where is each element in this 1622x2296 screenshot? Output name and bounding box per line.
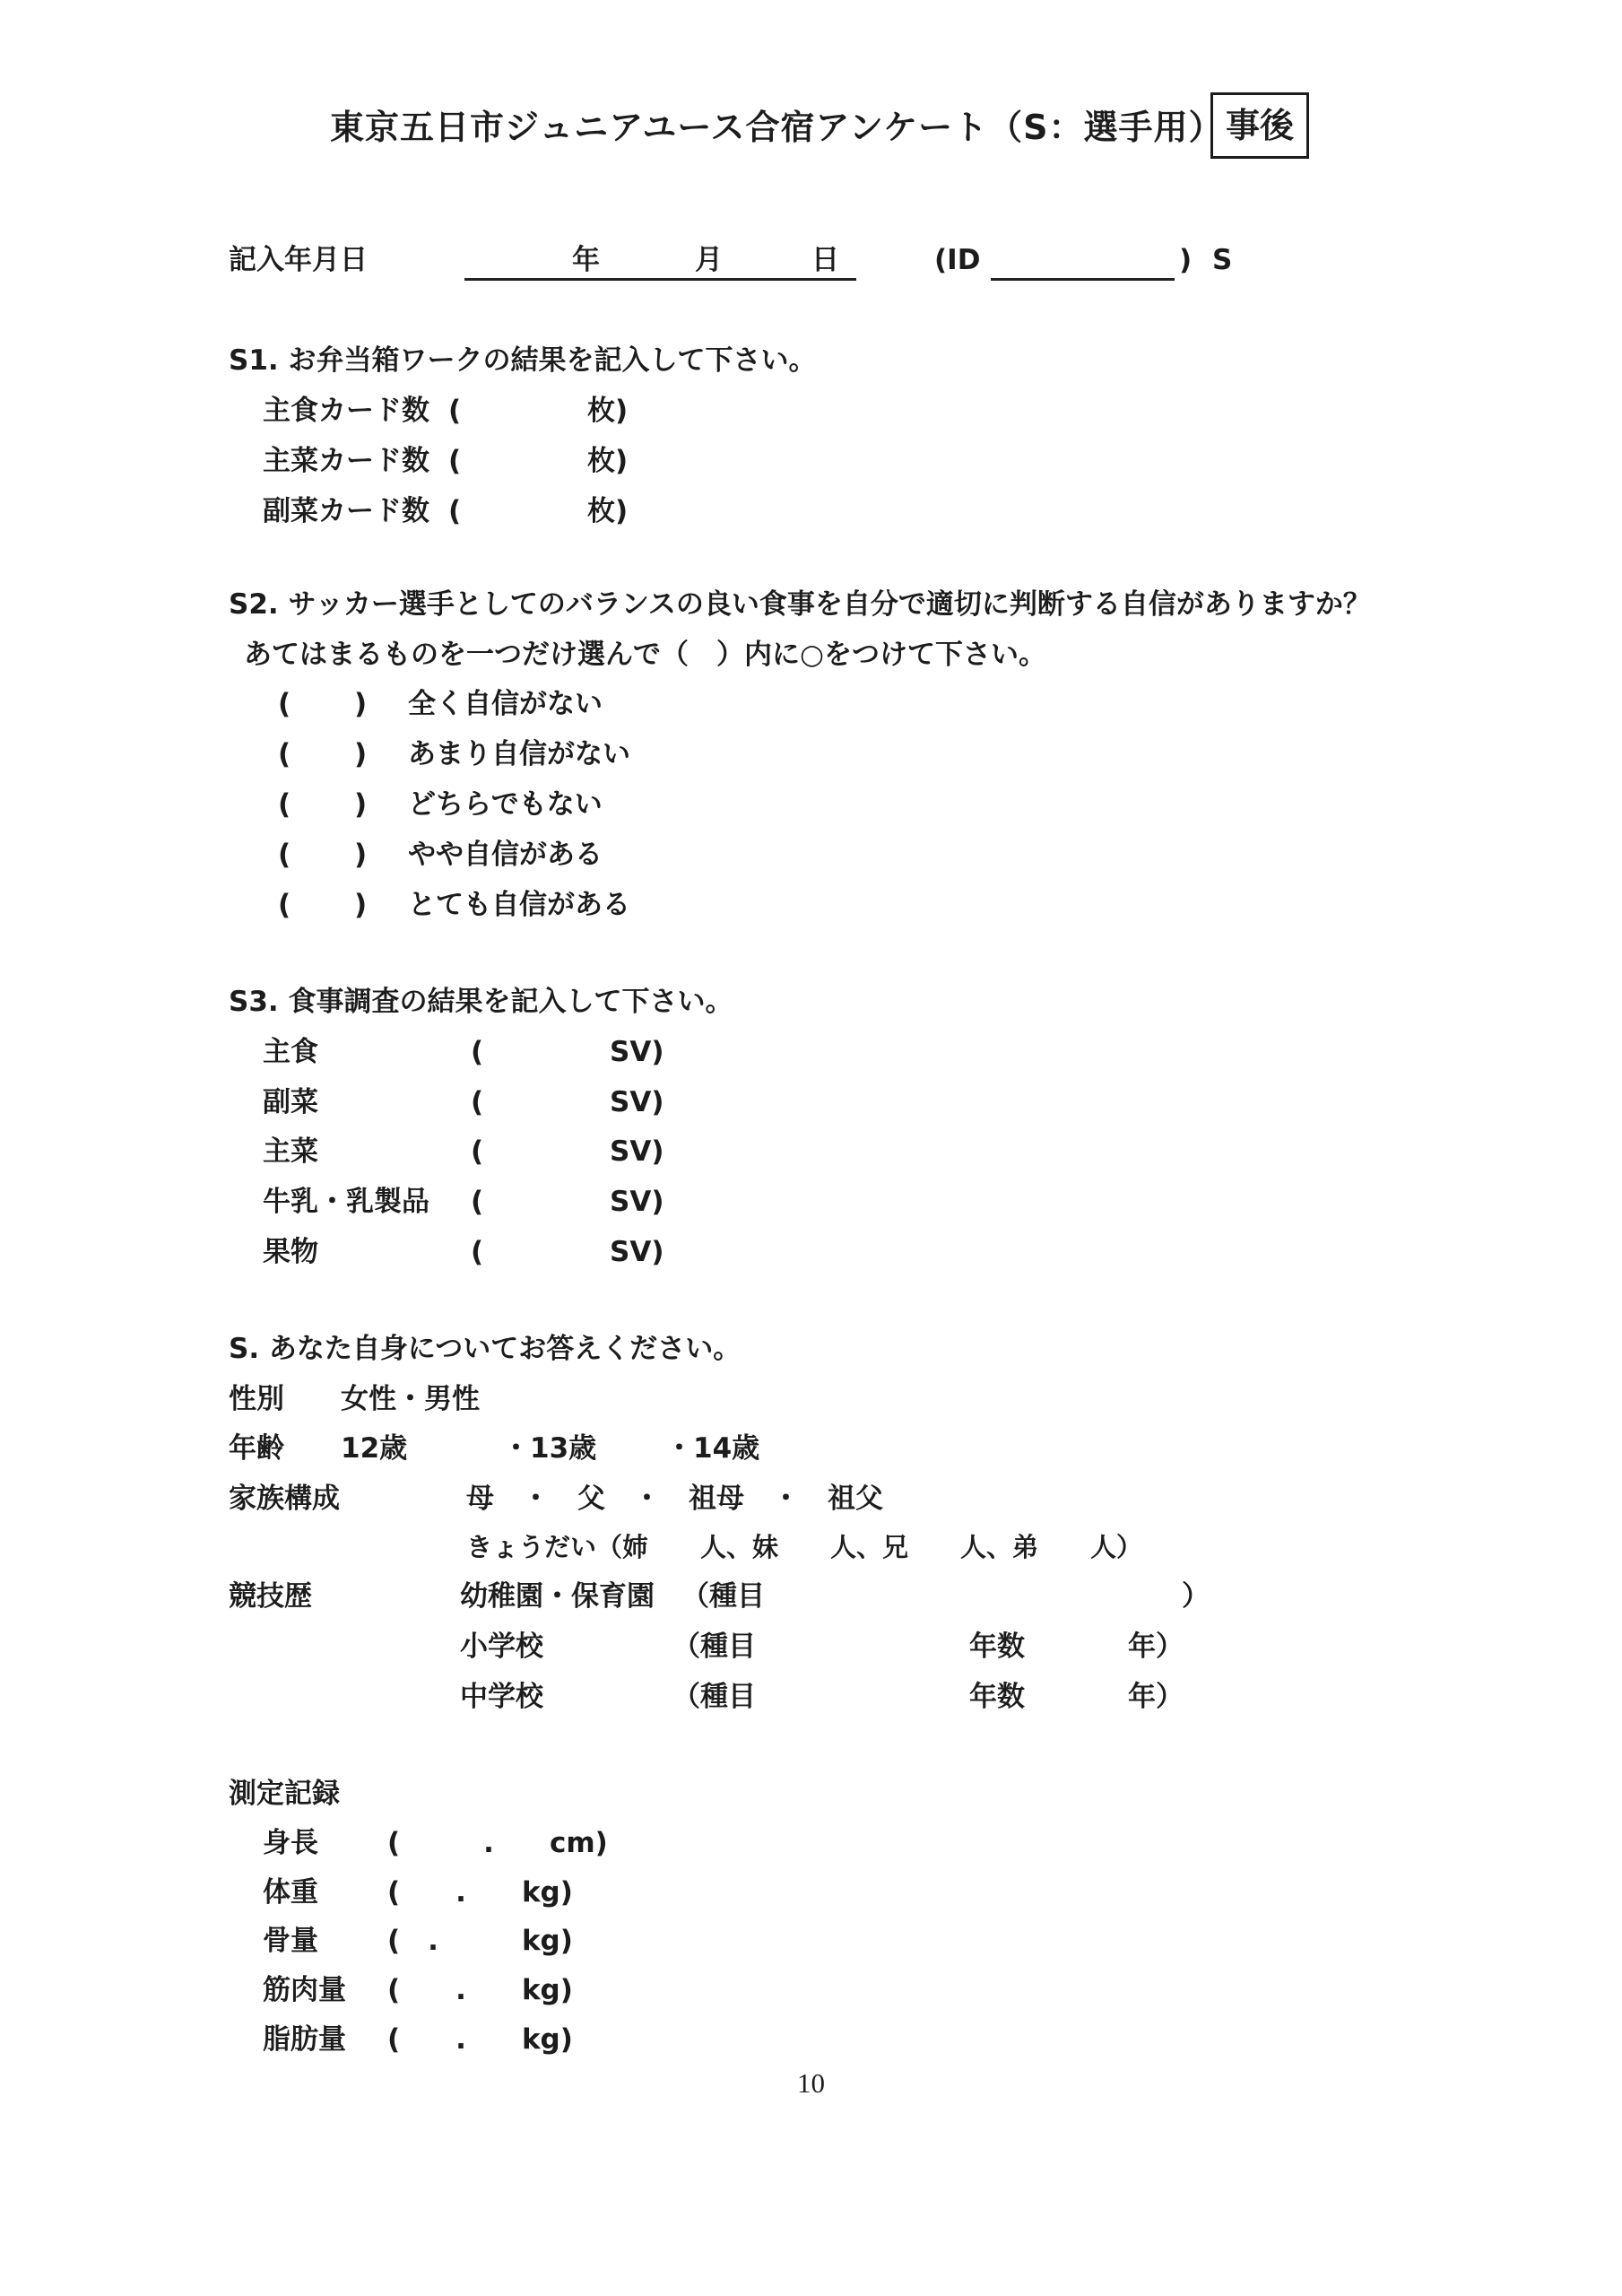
measurement-row — [0, 1970, 1622, 2010]
measure-label: 体重 — [263, 1876, 318, 1909]
measure-blank: ( . kg) — [387, 1974, 573, 2006]
field-label: 主食カード数 — [263, 395, 429, 427]
option-label: あまり自信がない — [408, 738, 630, 770]
s1-row — [0, 491, 1622, 531]
unit-label: SV) — [610, 1135, 664, 1168]
date-id-row — [0, 240, 1622, 280]
s3-row — [0, 1232, 1622, 1272]
paren-close: ） — [1182, 1580, 1210, 1613]
family-label: 家族構成 — [229, 1483, 340, 1515]
unit-label: 枚) — [587, 495, 629, 527]
paren-open: ( — [278, 889, 291, 921]
option-row — [0, 835, 1622, 874]
measure-blank: ( . cm) — [387, 1827, 608, 1859]
s2-instruction-row — [0, 635, 1622, 674]
school-label: 中学校 — [460, 1681, 543, 1713]
field-label: 副菜カード数 — [263, 495, 429, 527]
unit-label: SV) — [610, 1036, 664, 1068]
measure-label: 骨量 — [263, 1925, 318, 1957]
age-label: 年齢 — [229, 1432, 284, 1465]
s2-heading-row — [0, 585, 1622, 624]
event-field-label: （種目 — [681, 1580, 765, 1613]
school-label: 小学校 — [460, 1631, 543, 1663]
field-label: 主食 — [263, 1036, 318, 1068]
paren-close: ) — [354, 788, 368, 821]
year-label: 年 — [572, 244, 600, 276]
paren-close: 年） — [1128, 1631, 1184, 1663]
paren-open: ( — [278, 738, 291, 770]
page-title: 東京五日市ジュニアユース合宿アンケート（S：選手用） — [330, 108, 1224, 147]
s3-row — [0, 1182, 1622, 1222]
event-field-label: （種目 — [672, 1631, 756, 1663]
measurement-row — [0, 1921, 1622, 1961]
s1-heading: S1. お弁当箱ワークの結果を記入して下さい。 — [229, 344, 817, 377]
paren-close: 年） — [1128, 1681, 1184, 1713]
respondent-code: S — [1212, 244, 1233, 276]
measure-label: 筋肉量 — [263, 1974, 346, 2006]
about-heading-row — [0, 1329, 1622, 1369]
paren-open: ( — [448, 495, 462, 527]
field-label: 牛乳・乳製品 — [263, 1186, 429, 1218]
paren-open: ( — [448, 395, 462, 427]
field-label: 果物 — [263, 1236, 318, 1268]
unit-label: SV) — [610, 1086, 664, 1118]
measurement-row — [0, 2020, 1622, 2059]
s1-row — [0, 391, 1622, 430]
paren-open: ( — [278, 839, 291, 871]
measurement-row — [0, 1823, 1622, 1863]
years-label: 年数 — [969, 1681, 1025, 1713]
career-label: 競技歴 — [229, 1580, 312, 1613]
siblings-label: きょうだい（姉 人、妹 人、兄 人、弟 人） — [466, 1532, 1143, 1562]
about-heading: S. あなた自身についてお答えください。 — [229, 1333, 742, 1365]
option-label: やや自信がある — [408, 839, 603, 871]
s1-heading-row — [0, 341, 1622, 380]
age-option: 12歳 — [341, 1432, 408, 1465]
paren-open: ( — [471, 1186, 484, 1218]
s2-instruction: あてはまるものを一つだけ選んで（ ）内に○をつけて下さい。 — [244, 639, 1047, 671]
family-members: 母 ・ 父 ・ 祖母 ・ 祖父 — [466, 1483, 883, 1515]
paren-open: ( — [278, 788, 291, 821]
option-row — [0, 885, 1622, 925]
option-label: 全く自信がない — [408, 688, 603, 720]
id-close-label: ) — [1179, 244, 1193, 276]
event-field-label: （種目 — [672, 1681, 756, 1713]
field-label: 主菜カード数 — [263, 445, 429, 477]
measurements-heading: 測定記録 — [229, 1778, 340, 1810]
siblings-row — [0, 1527, 1622, 1567]
years-label: 年数 — [969, 1631, 1025, 1663]
s1-row — [0, 441, 1622, 481]
measure-label: 身長 — [263, 1827, 318, 1859]
paren-open: ( — [471, 1236, 484, 1268]
s3-row — [0, 1032, 1622, 1072]
id-blank-line — [991, 240, 1175, 281]
measure-blank: ( . kg) — [387, 2023, 573, 2056]
career-row — [0, 1577, 1622, 1616]
paren-open: ( — [471, 1135, 484, 1168]
id-open-label: (ID — [934, 244, 981, 276]
career-row — [0, 1677, 1622, 1717]
paren-open: ( — [471, 1036, 484, 1068]
field-label: 主菜 — [263, 1135, 318, 1168]
age-row — [0, 1429, 1622, 1468]
age-option: ・13歳 — [502, 1432, 597, 1465]
paren-close: ) — [354, 839, 368, 871]
s3-row — [0, 1132, 1622, 1171]
gender-label: 性別 — [229, 1383, 284, 1415]
day-label: 日 — [811, 244, 839, 276]
option-row — [0, 735, 1622, 774]
paren-close: ) — [354, 889, 368, 921]
phase-badge: 事後 — [1210, 92, 1309, 159]
date-label: 記入年月日 — [229, 244, 368, 276]
paren-open: ( — [448, 445, 462, 477]
s3-row — [0, 1083, 1622, 1122]
date-blank-line — [464, 240, 856, 281]
measurements-heading-row — [0, 1774, 1622, 1813]
measurement-row — [0, 1873, 1622, 1912]
option-label: どちらでもない — [408, 788, 603, 821]
paren-open: ( — [471, 1086, 484, 1118]
measure-blank: ( . kg) — [387, 1925, 573, 1957]
unit-label: 枚) — [587, 395, 629, 427]
s2-heading: S2. サッカー選手としてのバランスの良い食事を自分で適切に判断する自信がありますか？ — [229, 588, 1371, 621]
unit-label: 枚) — [587, 445, 629, 477]
measure-label: 脂肪量 — [263, 2023, 346, 2056]
s3-heading-row — [0, 982, 1622, 1022]
family-row — [0, 1479, 1622, 1518]
page-number: 10 — [797, 2067, 825, 2099]
s3-heading: S3. 食事調査の結果を記入して下さい。 — [229, 986, 733, 1018]
career-row — [0, 1627, 1622, 1666]
paren-close: ) — [354, 688, 368, 720]
field-label: 副菜 — [263, 1086, 318, 1118]
measure-blank: ( . kg) — [387, 1876, 573, 1909]
month-label: 月 — [695, 244, 723, 276]
gender-options: 女性・男性 — [341, 1383, 480, 1415]
option-label: とても自信がある — [408, 889, 630, 921]
unit-label: SV) — [610, 1236, 664, 1268]
unit-label: SV) — [610, 1186, 664, 1218]
option-row — [0, 785, 1622, 824]
paren-close: ) — [354, 738, 368, 770]
school-label: 幼稚園・保育園 — [460, 1580, 655, 1613]
gender-row — [0, 1379, 1622, 1419]
option-row — [0, 684, 1622, 724]
paren-open: ( — [278, 688, 291, 720]
age-option: ・14歳 — [665, 1432, 760, 1465]
